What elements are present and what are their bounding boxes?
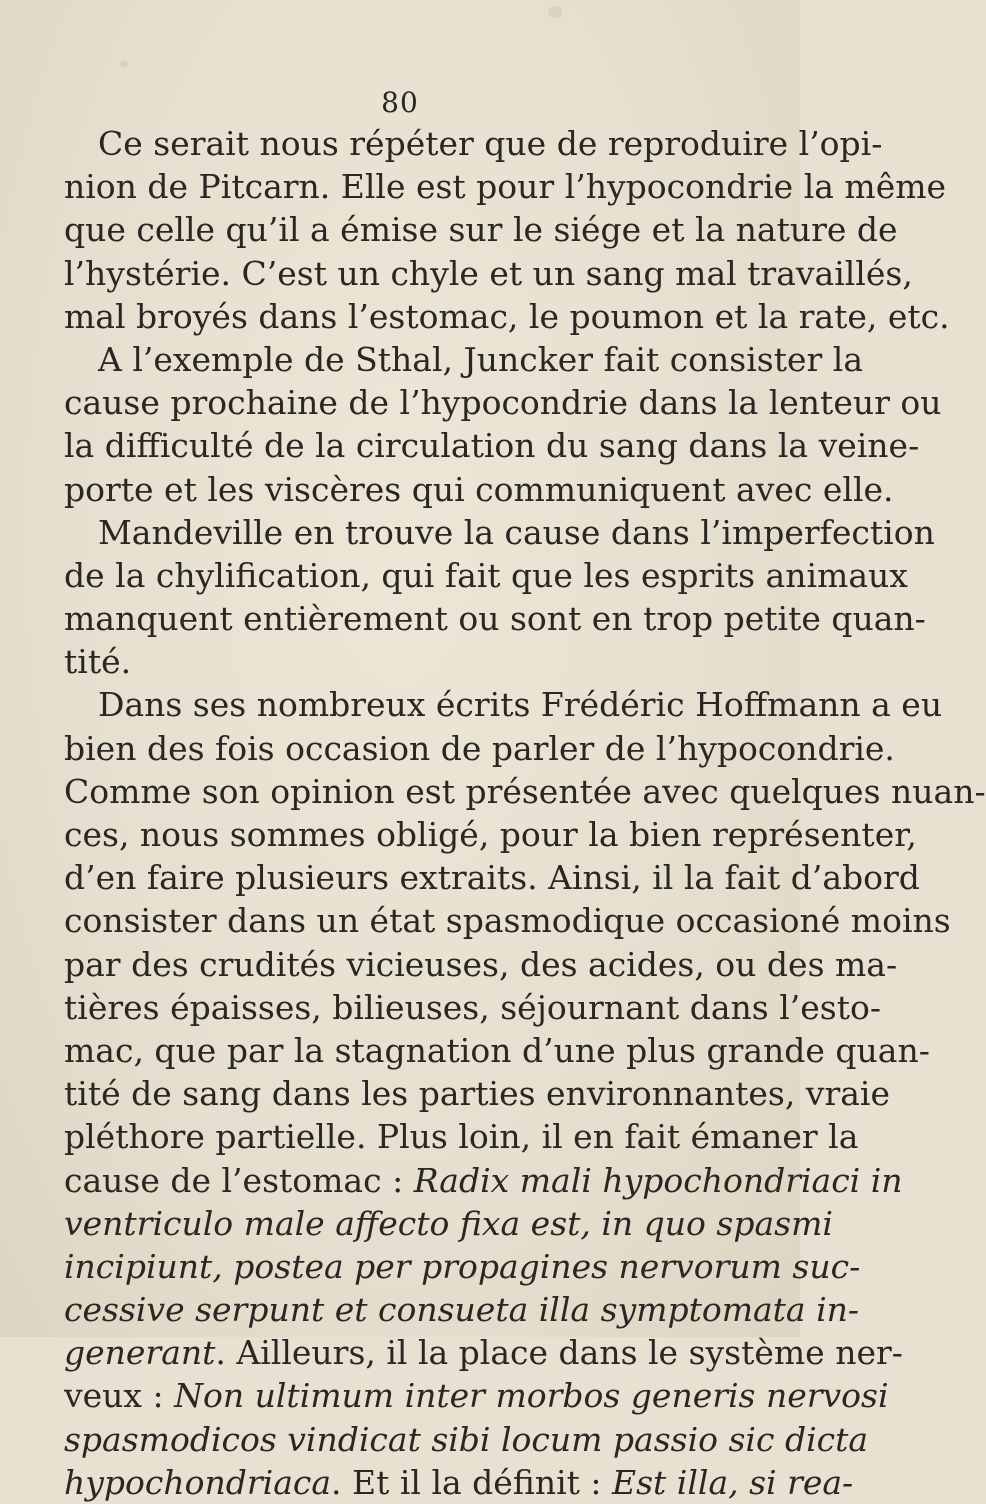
text-line: tité de sang dans les parties environnantes, vraie	[64, 1074, 890, 1114]
text-segment: . Ailleurs, il la place dans le système ner-	[215, 1333, 903, 1373]
paper-stain	[120, 60, 128, 68]
text-line: ces, nous sommes obligé, pour la bien représenter,	[64, 815, 917, 854]
text-line: la difficulté de la circulation du sang dans la veine-	[64, 426, 920, 466]
italic-latin-text: Non ultimum inter morbos generis nervosi	[174, 1376, 889, 1416]
text-line	[64, 1245, 861, 1288]
text-line: consister dans un état spasmodique occasioné moins	[64, 901, 951, 941]
body-text	[64, 122, 986, 1504]
text-line: tières épaisses, bilieuses, séjournant dans l’esto-	[64, 987, 882, 1027]
text-segment: cause de l’estomac :	[64, 1160, 414, 1200]
italic-latin-text: Est illa, si rea-	[612, 1462, 854, 1502]
text-line: nion de Pitcarn. Elle est pour l’hypocondrie la même	[64, 167, 947, 207]
text-line: par des crudités vicieuses, des acides, ou des ma-	[64, 944, 898, 984]
italic-latin-text: cessive serpunt et consueta illa symptomata in-	[64, 1290, 860, 1330]
text-line	[64, 1202, 833, 1245]
text-line: manquent entièrement ou sont en trop petite quan-	[64, 599, 926, 639]
text-line: l’hystérie. C’est un chyle et un sang mal travaillés,	[64, 253, 913, 293]
italic-latin-text: generant	[64, 1333, 216, 1373]
text-line: que celle qu’il a émise sur le siége et la nature de	[64, 210, 898, 250]
text-segment: . Et il la définit :	[331, 1462, 612, 1502]
text-line: Dans ses nombreux écrits Frédéric Hoffmann a eu	[98, 685, 943, 725]
text-line: pléthore partielle. Plus loin, il en fait émaner la	[64, 1117, 859, 1157]
text-line	[64, 1288, 860, 1331]
italic-latin-text: incipiunt, postea per propagines nervorum suc-	[64, 1246, 861, 1286]
text-segment: veux :	[64, 1376, 175, 1416]
text-line: tité.	[64, 642, 132, 682]
text-line	[64, 1461, 854, 1504]
text-line: A l’exemple de Sthal, Juncker fait consister la	[98, 339, 864, 379]
text-line: porte et les viscères qui communiquent avec elle.	[64, 469, 894, 509]
paper-stain	[548, 6, 562, 18]
italic-latin-text: spasmodicos vindicat sibi locum passio sic dicta	[64, 1419, 869, 1459]
page-number: 80	[381, 86, 419, 119]
text-line: cause prochaine de l’hypocondrie dans la lenteur ou	[64, 383, 942, 423]
text-line: mal broyés dans l’estomac, le poumon et la rate, etc.	[64, 296, 950, 336]
italic-latin-text: ventriculo male affecto fixa est, in quo spasmi	[64, 1203, 833, 1243]
text-line: Mandeville en trouve la cause dans l’imperfection	[98, 512, 935, 552]
text-line: mac, que par la stagnation d’une plus grande quan-	[64, 1030, 930, 1070]
text-line: Ce serait nous répéter que de reproduire l’opi-	[98, 124, 883, 163]
text-line: Comme son opinion est présentée avec quelques nuan-	[64, 771, 986, 811]
text-line	[64, 1418, 869, 1461]
text-line	[64, 1331, 903, 1374]
text-line: bien des fois occasion de parler de l’hypocondrie.	[64, 728, 895, 768]
text-line	[64, 1159, 903, 1202]
italic-latin-text: Radix mali hypochondriaci in	[413, 1160, 903, 1200]
italic-latin-text: hypochondriaca	[64, 1462, 332, 1502]
text-line	[64, 1374, 889, 1417]
text-line: de la chylification, qui fait que les esprits animaux	[64, 555, 908, 595]
text-line: d’en faire plusieurs extraits. Ainsi, il la fait d’abord	[64, 858, 920, 898]
